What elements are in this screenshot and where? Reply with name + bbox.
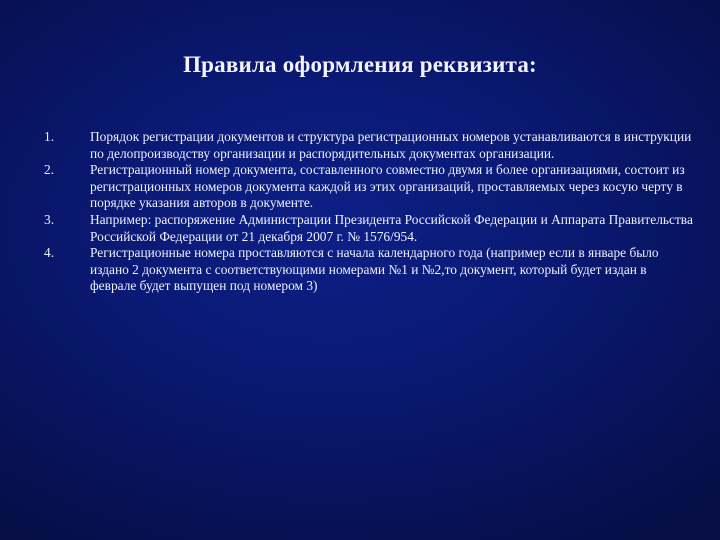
list-item (44, 212, 694, 245)
rules-list (44, 129, 694, 295)
list-item-number: 2. (44, 162, 55, 178)
list-item (44, 245, 694, 295)
list-item-number: 3. (44, 211, 55, 227)
list-item-number: 1. (44, 129, 55, 144)
list-item (44, 129, 694, 162)
list-item-text: Регистрационный номер документа, составленного совместно двумя и более организациями, состоит из регистрационных номеров документа каждой из этих организаций, проставляемых через косую черту в порядке указания авторов в документе. (90, 162, 685, 211)
list-item-number: 4. (44, 245, 55, 261)
list-item-text: Регистрационные номера проставляются с начала календарного года (например если в январе было издано 2 документа с соответствующими номерами №1 и №2,то документ, который будет издан в феврале будет выпущен под номером 3) (90, 245, 659, 294)
list-item-text: Например: распоряжение Администрации Президента Российской Федерации и Аппарата Правительства Российской Федерации от 21 декабря 2007 г. № 1576/954. (90, 211, 693, 244)
list-item (44, 162, 694, 212)
slide-title: Правила оформления реквизита: (183, 52, 537, 77)
list-item-text: Порядок регистрации документов и структура регистрационных номеров устанавливаются в инструкции по делопроизводству организации и распорядительных документах организации. (90, 129, 692, 161)
